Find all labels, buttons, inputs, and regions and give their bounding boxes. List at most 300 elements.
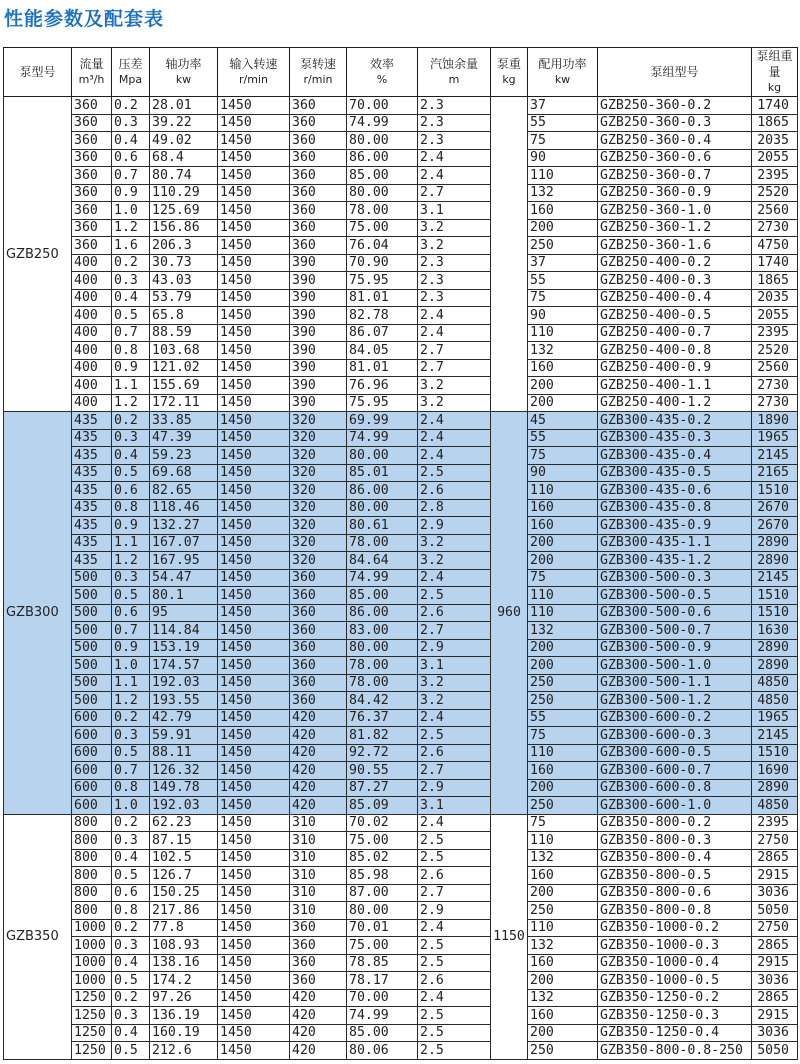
cell-unit-model: GZB300-600-0.8 [598, 779, 752, 797]
cell-efficiency: 75.00 [347, 937, 418, 955]
cell-unit-weight: 2395 [752, 324, 798, 342]
cell-flow: 500 [72, 674, 112, 692]
cell-unit-model: GZB350-1000-0.2 [598, 919, 752, 937]
cell-pressure: 0.3 [112, 569, 150, 587]
cell-pressure: 0.5 [112, 972, 150, 990]
table-row [4, 762, 798, 780]
cell-efficiency: 78.00 [347, 657, 418, 675]
cell-unit-weight: 2915 [752, 867, 798, 885]
cell-matched-power: 55 [528, 429, 598, 447]
cell-npsh: 2.4 [418, 447, 491, 465]
cell-shaft-power: 212.6 [150, 1042, 218, 1060]
cell-flow: 600 [72, 727, 112, 745]
cell-npsh: 2.4 [418, 989, 491, 1007]
cell-efficiency: 87.27 [347, 779, 418, 797]
cell-pump-speed: 360 [290, 622, 347, 640]
cell-matched-power: 160 [528, 762, 598, 780]
cell-pressure: 0.9 [112, 359, 150, 377]
cell-unit-model: GZB250-360-0.6 [598, 149, 752, 167]
table-row [4, 272, 798, 290]
cell-flow: 500 [72, 604, 112, 622]
cell-efficiency: 78.17 [347, 972, 418, 990]
cell-pressure: 0.4 [112, 289, 150, 307]
cell-npsh: 2.7 [418, 359, 491, 377]
page-title: 性能参数及配套表 [4, 8, 165, 30]
header-matched-power: 配用功率 kw [528, 48, 598, 97]
cell-matched-power: 132 [528, 989, 598, 1007]
cell-pump-speed: 390 [290, 377, 347, 395]
cell-flow: 600 [72, 762, 112, 780]
table-row [4, 517, 798, 535]
cell-shaft-power: 88.59 [150, 324, 218, 342]
cell-input-speed: 1450 [218, 394, 290, 412]
cell-matched-power: 90 [528, 307, 598, 325]
table-row [4, 797, 798, 815]
cell-efficiency: 90.55 [347, 762, 418, 780]
cell-efficiency: 84.64 [347, 552, 418, 570]
cell-flow: 400 [72, 254, 112, 272]
cell-npsh: 2.6 [418, 604, 491, 622]
cell-unit-model: GZB300-500-0.7 [598, 622, 752, 640]
cell-unit-weight: 1510 [752, 587, 798, 605]
cell-flow: 400 [72, 307, 112, 325]
cell-matched-power: 200 [528, 377, 598, 395]
cell-input-speed: 1450 [218, 534, 290, 552]
performance-table [3, 47, 798, 1060]
cell-efficiency: 78.00 [347, 534, 418, 552]
cell-pressure: 1.2 [112, 394, 150, 412]
cell-input-speed: 1450 [218, 832, 290, 850]
cell-shaft-power: 88.11 [150, 744, 218, 762]
cell-pump-speed: 360 [290, 587, 347, 605]
cell-flow: 435 [72, 517, 112, 535]
cell-pump-speed: 420 [290, 1024, 347, 1042]
cell-npsh: 2.4 [418, 412, 491, 430]
header-npsh: 汽蚀余量 m [418, 48, 491, 97]
cell-shaft-power: 118.46 [150, 499, 218, 517]
cell-unit-weight: 2055 [752, 307, 798, 325]
cell-input-speed: 1450 [218, 692, 290, 710]
cell-flow: 600 [72, 744, 112, 762]
table-row [4, 779, 798, 797]
cell-shaft-power: 108.93 [150, 937, 218, 955]
table-row [4, 342, 798, 360]
cell-efficiency: 75.95 [347, 394, 418, 412]
cell-input-speed: 1450 [218, 867, 290, 885]
table-row [4, 989, 798, 1007]
cell-matched-power: 200 [528, 884, 598, 902]
cell-matched-power: 55 [528, 272, 598, 290]
cell-shaft-power: 102.5 [150, 849, 218, 867]
cell-shaft-power: 53.79 [150, 289, 218, 307]
cell-efficiency: 80.00 [347, 499, 418, 517]
cell-input-speed: 1450 [218, 447, 290, 465]
cell-pump-speed: 420 [290, 762, 347, 780]
cell-unit-model: GZB250-360-0.7 [598, 167, 752, 185]
cell-pressure: 0.5 [112, 1042, 150, 1060]
cell-pump-speed: 420 [290, 1042, 347, 1060]
cell-unit-model: GZB250-400-0.5 [598, 307, 752, 325]
cell-pump-speed: 360 [290, 219, 347, 237]
cell-unit-weight: 1965 [752, 429, 798, 447]
cell-shaft-power: 62.23 [150, 814, 218, 832]
cell-pump-weight: 1150 [491, 814, 528, 1059]
cell-pump-speed: 320 [290, 499, 347, 517]
cell-input-speed: 1450 [218, 237, 290, 255]
cell-unit-model: GZB350-1250-0.2 [598, 989, 752, 1007]
cell-efficiency: 74.99 [347, 1007, 418, 1025]
cell-pressure: 0.5 [112, 587, 150, 605]
cell-npsh: 2.7 [418, 762, 491, 780]
cell-unit-weight: 1865 [752, 114, 798, 132]
cell-unit-weight: 2865 [752, 989, 798, 1007]
table-row [4, 464, 798, 482]
cell-pressure: 0.3 [112, 727, 150, 745]
cell-pressure: 0.5 [112, 464, 150, 482]
cell-pressure: 0.4 [112, 954, 150, 972]
cell-matched-power: 160 [528, 867, 598, 885]
cell-efficiency: 92.72 [347, 744, 418, 762]
cell-npsh: 2.7 [418, 622, 491, 640]
cell-input-speed: 1450 [218, 412, 290, 430]
cell-matched-power: 132 [528, 849, 598, 867]
cell-shaft-power: 80.1 [150, 587, 218, 605]
cell-npsh: 3.2 [418, 674, 491, 692]
cell-pressure: 0.2 [112, 814, 150, 832]
cell-flow: 435 [72, 412, 112, 430]
cell-unit-weight: 2730 [752, 377, 798, 395]
table-row [4, 184, 798, 202]
cell-pressure: 0.3 [112, 937, 150, 955]
cell-matched-power: 90 [528, 149, 598, 167]
cell-pressure: 0.7 [112, 762, 150, 780]
cell-input-speed: 1450 [218, 779, 290, 797]
cell-pump-model: GZB350 [4, 814, 72, 1059]
cell-shaft-power: 30.73 [150, 254, 218, 272]
cell-efficiency: 86.00 [347, 604, 418, 622]
cell-pump-speed: 310 [290, 902, 347, 920]
cell-unit-model: GZB300-500-1.0 [598, 657, 752, 675]
cell-efficiency: 75.95 [347, 272, 418, 290]
cell-unit-weight: 2035 [752, 132, 798, 150]
table-row [4, 674, 798, 692]
cell-npsh: 2.6 [418, 867, 491, 885]
table-row [4, 1024, 798, 1042]
table-row [4, 394, 798, 412]
cell-pump-speed: 390 [290, 254, 347, 272]
cell-matched-power: 75 [528, 447, 598, 465]
cell-unit-weight: 2750 [752, 919, 798, 937]
cell-efficiency: 74.99 [347, 114, 418, 132]
cell-unit-weight: 2730 [752, 394, 798, 412]
cell-unit-model: GZB250-400-0.2 [598, 254, 752, 272]
cell-unit-weight: 2890 [752, 779, 798, 797]
cell-pump-speed: 320 [290, 517, 347, 535]
cell-npsh: 2.5 [418, 832, 491, 850]
cell-efficiency: 81.01 [347, 289, 418, 307]
cell-efficiency: 75.00 [347, 219, 418, 237]
table-row [4, 709, 798, 727]
cell-pressure: 0.3 [112, 1007, 150, 1025]
cell-unit-model: GZB300-600-0.3 [598, 727, 752, 745]
cell-unit-model: GZB300-600-0.5 [598, 744, 752, 762]
cell-flow: 1000 [72, 954, 112, 972]
cell-pump-speed: 310 [290, 814, 347, 832]
cell-npsh: 2.4 [418, 167, 491, 185]
table-row [4, 412, 798, 430]
cell-unit-weight: 1510 [752, 744, 798, 762]
cell-unit-model: GZB300-500-0.9 [598, 639, 752, 657]
cell-unit-model: GZB300-435-0.2 [598, 412, 752, 430]
cell-input-speed: 1450 [218, 359, 290, 377]
cell-shaft-power: 160.19 [150, 1024, 218, 1042]
cell-pump-speed: 310 [290, 849, 347, 867]
cell-unit-model: GZB300-500-0.5 [598, 587, 752, 605]
cell-npsh: 2.5 [418, 849, 491, 867]
cell-unit-weight: 4850 [752, 797, 798, 815]
cell-pressure: 0.3 [112, 429, 150, 447]
cell-pump-speed: 320 [290, 534, 347, 552]
cell-pump-speed: 360 [290, 972, 347, 990]
cell-npsh: 2.9 [418, 517, 491, 535]
table-row [4, 307, 798, 325]
cell-shaft-power: 54.47 [150, 569, 218, 587]
cell-npsh: 2.3 [418, 132, 491, 150]
cell-input-speed: 1450 [218, 814, 290, 832]
cell-shaft-power: 206.3 [150, 237, 218, 255]
cell-pressure: 1.1 [112, 534, 150, 552]
cell-efficiency: 82.78 [347, 307, 418, 325]
cell-unit-model: GZB250-400-0.9 [598, 359, 752, 377]
table-row [4, 324, 798, 342]
cell-npsh: 2.4 [418, 429, 491, 447]
cell-pump-speed: 360 [290, 167, 347, 185]
cell-unit-weight: 2560 [752, 202, 798, 220]
cell-input-speed: 1450 [218, 219, 290, 237]
cell-npsh: 2.5 [418, 1024, 491, 1042]
cell-matched-power: 110 [528, 919, 598, 937]
cell-shaft-power: 80.74 [150, 167, 218, 185]
cell-input-speed: 1450 [218, 762, 290, 780]
cell-efficiency: 85.09 [347, 797, 418, 815]
cell-pump-speed: 360 [290, 132, 347, 150]
cell-unit-weight: 1890 [752, 412, 798, 430]
cell-unit-model: GZB350-1000-0.3 [598, 937, 752, 955]
table-row [4, 377, 798, 395]
cell-unit-weight: 2890 [752, 534, 798, 552]
cell-pump-speed: 320 [290, 429, 347, 447]
table-row [4, 167, 798, 185]
cell-unit-model: GZB250-360-1.0 [598, 202, 752, 220]
cell-efficiency: 83.00 [347, 622, 418, 640]
table-row [4, 814, 798, 832]
cell-efficiency: 85.98 [347, 867, 418, 885]
cell-pump-speed: 390 [290, 359, 347, 377]
cell-input-speed: 1450 [218, 727, 290, 745]
cell-flow: 400 [72, 289, 112, 307]
cell-input-speed: 1450 [218, 342, 290, 360]
cell-npsh: 3.2 [418, 552, 491, 570]
cell-npsh: 2.3 [418, 97, 491, 115]
header-efficiency: 效率 % [347, 48, 418, 97]
cell-unit-model: GZB250-360-0.9 [598, 184, 752, 202]
table-row [4, 884, 798, 902]
cell-pump-speed: 360 [290, 97, 347, 115]
cell-unit-model: GZB300-500-0.6 [598, 604, 752, 622]
cell-input-speed: 1450 [218, 167, 290, 185]
cell-pressure: 0.4 [112, 132, 150, 150]
cell-shaft-power: 125.69 [150, 202, 218, 220]
cell-pump-model: GZB250 [4, 97, 72, 412]
cell-pressure: 1.1 [112, 674, 150, 692]
cell-unit-model: GZB300-500-1.2 [598, 692, 752, 710]
cell-unit-weight: 2750 [752, 832, 798, 850]
cell-efficiency: 80.00 [347, 132, 418, 150]
cell-pump-weight [491, 97, 528, 412]
cell-matched-power: 250 [528, 797, 598, 815]
table-row [4, 937, 798, 955]
table-body [4, 97, 798, 1060]
cell-pump-weight: 960 [491, 412, 528, 815]
cell-pump-speed: 420 [290, 727, 347, 745]
table-row [4, 972, 798, 990]
cell-unit-weight: 4750 [752, 237, 798, 255]
cell-input-speed: 1450 [218, 849, 290, 867]
cell-pressure: 1.2 [112, 552, 150, 570]
cell-unit-weight: 5050 [752, 902, 798, 920]
table-row [4, 867, 798, 885]
cell-unit-weight: 2520 [752, 184, 798, 202]
cell-unit-model: GZB250-360-1.6 [598, 237, 752, 255]
cell-efficiency: 78.00 [347, 674, 418, 692]
cell-pressure: 0.9 [112, 639, 150, 657]
cell-pressure: 0.2 [112, 254, 150, 272]
cell-pressure: 0.5 [112, 307, 150, 325]
cell-unit-model: GZB300-600-0.7 [598, 762, 752, 780]
cell-shaft-power: 192.03 [150, 674, 218, 692]
cell-pump-speed: 360 [290, 114, 347, 132]
cell-npsh: 3.2 [418, 377, 491, 395]
cell-flow: 800 [72, 867, 112, 885]
cell-unit-model: GZB300-435-0.5 [598, 464, 752, 482]
cell-flow: 360 [72, 219, 112, 237]
cell-shaft-power: 77.8 [150, 919, 218, 937]
cell-unit-model: GZB250-400-0.3 [598, 272, 752, 290]
cell-pump-speed: 310 [290, 884, 347, 902]
cell-shaft-power: 217.86 [150, 902, 218, 920]
cell-shaft-power: 138.16 [150, 954, 218, 972]
cell-unit-model: GZB300-435-1.2 [598, 552, 752, 570]
cell-npsh: 2.3 [418, 114, 491, 132]
cell-unit-weight: 2915 [752, 1007, 798, 1025]
cell-shaft-power: 156.86 [150, 219, 218, 237]
cell-shaft-power: 39.22 [150, 114, 218, 132]
cell-pressure: 1.6 [112, 237, 150, 255]
cell-matched-power: 250 [528, 674, 598, 692]
cell-shaft-power: 68.4 [150, 149, 218, 167]
cell-npsh: 3.2 [418, 394, 491, 412]
cell-pump-speed: 390 [290, 394, 347, 412]
cell-unit-model: GZB350-800-0.4 [598, 849, 752, 867]
cell-shaft-power: 59.23 [150, 447, 218, 465]
cell-shaft-power: 69.68 [150, 464, 218, 482]
cell-unit-weight: 3036 [752, 884, 798, 902]
table-header-row [4, 48, 798, 97]
cell-pump-speed: 390 [290, 289, 347, 307]
cell-matched-power: 110 [528, 604, 598, 622]
cell-pressure: 0.9 [112, 184, 150, 202]
cell-efficiency: 69.99 [347, 412, 418, 430]
cell-pump-speed: 360 [290, 184, 347, 202]
cell-unit-model: GZB350-1250-0.4 [598, 1024, 752, 1042]
cell-flow: 435 [72, 534, 112, 552]
cell-npsh: 2.4 [418, 307, 491, 325]
cell-matched-power: 160 [528, 517, 598, 535]
cell-npsh: 2.8 [418, 499, 491, 517]
cell-matched-power: 200 [528, 534, 598, 552]
cell-flow: 800 [72, 849, 112, 867]
cell-unit-weight: 2560 [752, 359, 798, 377]
cell-pressure: 0.7 [112, 167, 150, 185]
cell-efficiency: 70.00 [347, 97, 418, 115]
cell-unit-model: GZB300-435-0.9 [598, 517, 752, 535]
header-unit-model: 泵组型号 [598, 48, 752, 97]
cell-unit-weight: 2670 [752, 517, 798, 535]
header-unit-weight: 泵组重量 kg [752, 48, 798, 97]
cell-input-speed: 1450 [218, 1042, 290, 1060]
cell-flow: 360 [72, 132, 112, 150]
cell-matched-power: 110 [528, 744, 598, 762]
cell-shaft-power: 174.57 [150, 657, 218, 675]
cell-npsh: 2.7 [418, 184, 491, 202]
cell-input-speed: 1450 [218, 744, 290, 762]
cell-shaft-power: 153.19 [150, 639, 218, 657]
cell-pump-speed: 390 [290, 324, 347, 342]
cell-flow: 800 [72, 832, 112, 850]
cell-shaft-power: 103.68 [150, 342, 218, 360]
cell-pump-speed: 360 [290, 657, 347, 675]
cell-shaft-power: 192.03 [150, 797, 218, 815]
table-row [4, 1042, 798, 1060]
cell-input-speed: 1450 [218, 1007, 290, 1025]
cell-shaft-power: 121.02 [150, 359, 218, 377]
cell-unit-model: GZB350-800-0.2 [598, 814, 752, 832]
cell-shaft-power: 47.39 [150, 429, 218, 447]
cell-unit-model: GZB250-400-0.7 [598, 324, 752, 342]
cell-shaft-power: 65.8 [150, 307, 218, 325]
cell-matched-power: 55 [528, 709, 598, 727]
cell-unit-weight: 2145 [752, 447, 798, 465]
cell-input-speed: 1450 [218, 429, 290, 447]
cell-flow: 800 [72, 814, 112, 832]
cell-pressure: 1.0 [112, 657, 150, 675]
cell-pump-speed: 360 [290, 237, 347, 255]
cell-matched-power: 110 [528, 832, 598, 850]
cell-pressure: 0.5 [112, 867, 150, 885]
cell-matched-power: 200 [528, 639, 598, 657]
table-row [4, 149, 798, 167]
cell-efficiency: 80.00 [347, 902, 418, 920]
cell-shaft-power: 95 [150, 604, 218, 622]
cell-pressure: 0.4 [112, 849, 150, 867]
table-row [4, 429, 798, 447]
cell-input-speed: 1450 [218, 114, 290, 132]
cell-pressure: 0.9 [112, 517, 150, 535]
cell-pump-model: GZB300 [4, 412, 72, 815]
cell-matched-power: 200 [528, 1024, 598, 1042]
cell-unit-model: GZB350-800-0.8 [598, 902, 752, 920]
cell-pump-speed: 420 [290, 709, 347, 727]
